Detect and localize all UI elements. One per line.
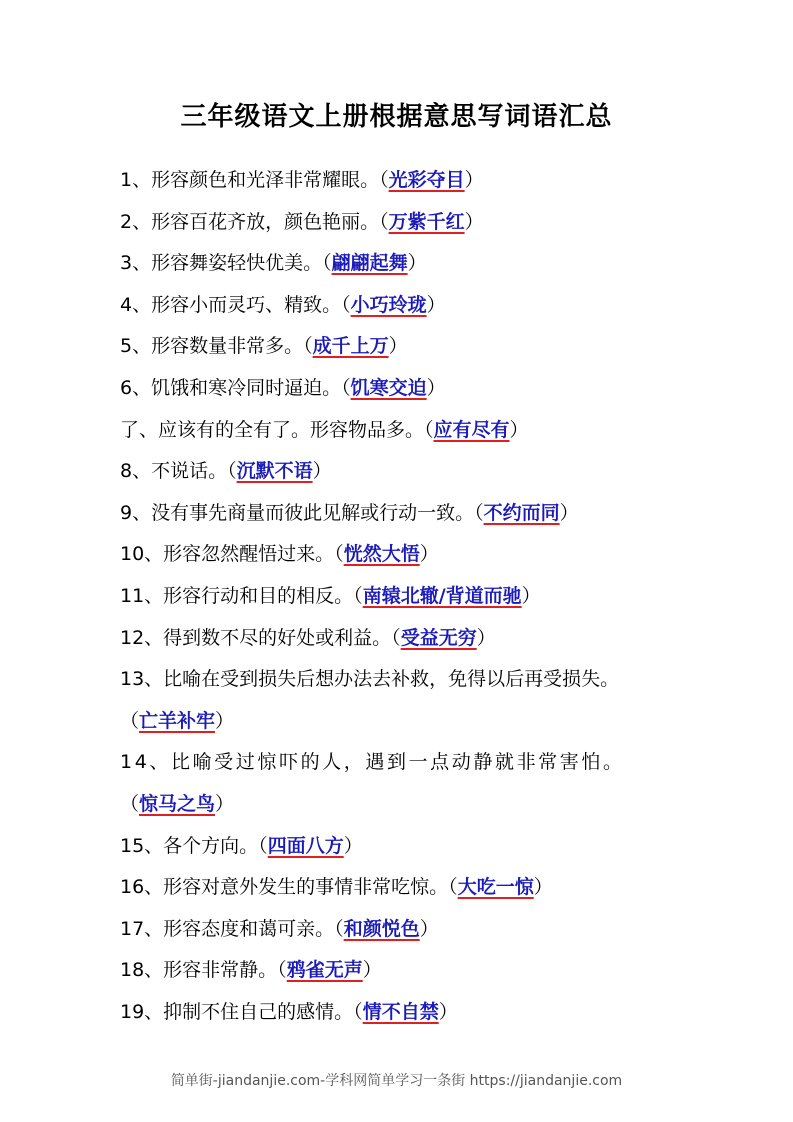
answer-text: 恍然大悟 (343, 543, 420, 566)
close-paren: ） (419, 917, 439, 940)
list-item (120, 328, 680, 370)
list-item-continuation (120, 703, 680, 745)
list-item (120, 412, 680, 454)
close-paren: ） (419, 543, 439, 566)
question-text: 6、饥饿和寒冷同时逼迫。（ (120, 376, 351, 399)
answer-text: 大吃一惊 (457, 876, 534, 899)
question-text: 13、比喻在受到损失后想办法去补救，免得以后再受损失。 (120, 668, 620, 691)
list-item (120, 578, 680, 620)
answer-text: 成千上万 (312, 335, 389, 358)
close-paren: ） (521, 584, 541, 607)
question-text: 了、应该有的全有了。形容物品多。（ (120, 418, 434, 441)
list-item (120, 994, 680, 1036)
answer-text: 不约而同 (483, 501, 560, 524)
question-text: 5、形容数量非常多。（ (120, 335, 313, 358)
close-paren: ） (509, 418, 529, 441)
answer-text: 小巧玲珑 (350, 293, 427, 316)
close-paren: ） (312, 460, 332, 483)
list-item (120, 495, 680, 537)
answer-text: 情不自禁 (362, 1000, 439, 1023)
question-text: 15、各个方向。（ (120, 834, 268, 857)
question-text: 17、形容态度和蔼可亲。（ (120, 917, 344, 940)
page-footer: 简单街-jiandanjie.com-学科网简单学习一条街 https://jiandanjie.com (170, 1073, 623, 1089)
close-paren: ） (426, 293, 446, 316)
question-text: 11、形容行动和目的相反。（ (120, 584, 363, 607)
answer-text: 万紫千红 (388, 210, 465, 233)
answer-text: 和颜悦色 (343, 917, 420, 940)
list-item (120, 536, 680, 578)
close-paren: ） (215, 709, 235, 732)
question-text: 14、比喻受过惊吓的人，遇到一点动静就非常害怕。 (120, 751, 625, 774)
close-paren: ） (215, 792, 235, 815)
question-text: 12、得到数不尽的好处或利益。（ (120, 626, 401, 649)
answer-text: 光彩夺目 (388, 169, 465, 191)
close-paren: ） (426, 376, 446, 399)
list-item (120, 287, 680, 329)
list-item (120, 911, 680, 953)
close-paren: ） (343, 834, 363, 857)
close-paren: ） (559, 501, 579, 524)
close-paren: ） (464, 210, 484, 233)
answer-text: 鸦雀无声 (286, 959, 363, 982)
answer-text: 亡羊补牢 (139, 709, 216, 732)
list-item (120, 620, 680, 662)
question-list (120, 162, 680, 1035)
question-text: 8、不说话。（ (120, 460, 237, 483)
question-text: 10、形容忽然醒悟过来。（ (120, 543, 344, 566)
close-paren: ） (407, 252, 427, 275)
list-item (120, 162, 680, 204)
answer-text: 翩翩起舞 (331, 252, 408, 275)
question-text: 2、形容百花齐放，颜色艳丽。（ (120, 210, 389, 233)
question-text: 16、形容对意外发生的事情非常吃惊。（ (120, 876, 458, 899)
open-paren: （ (120, 792, 140, 815)
list-item (120, 245, 680, 287)
list-item (120, 744, 680, 786)
answer-text: 惊马之鸟 (139, 792, 216, 815)
answer-text: 四面八方 (267, 834, 344, 857)
question-text: 9、没有事先商量而彼此见解或行动一致。（ (120, 501, 484, 524)
list-item (120, 204, 680, 246)
list-item (120, 370, 680, 412)
list-item (120, 453, 680, 495)
open-paren: （ (120, 709, 140, 732)
close-paren: ） (533, 876, 553, 899)
question-text: 3、形容舞姿轻快优美。（ (120, 252, 332, 275)
close-paren: ） (388, 335, 408, 358)
list-item (120, 952, 680, 994)
list-item-continuation (120, 786, 680, 828)
question-text: 1、形容颜色和光泽非常耀眼。（ (120, 169, 389, 191)
answer-text: 饥寒交迫 (350, 376, 427, 399)
question-text: 19、抑制不住自己的感情。（ (120, 1000, 363, 1023)
answer-text: 南辕北辙/背道而驰 (362, 584, 522, 607)
close-paren: ） (476, 626, 496, 649)
page-title: 三年级语文上册根据意思写词语汇总 (180, 102, 613, 132)
list-item (120, 661, 680, 703)
list-item (120, 869, 680, 911)
list-item (120, 828, 680, 870)
close-paren: ） (438, 1000, 458, 1023)
answer-text: 应有尽有 (433, 418, 510, 441)
question-text: 18、形容非常静。（ (120, 959, 287, 982)
close-paren: ） (362, 959, 382, 982)
question-text: 4、形容小而灵巧、精致。（ (120, 293, 351, 316)
answer-text: 受益无穷 (400, 626, 477, 649)
answer-text: 沉默不语 (236, 460, 313, 483)
close-paren: ） (464, 169, 484, 191)
